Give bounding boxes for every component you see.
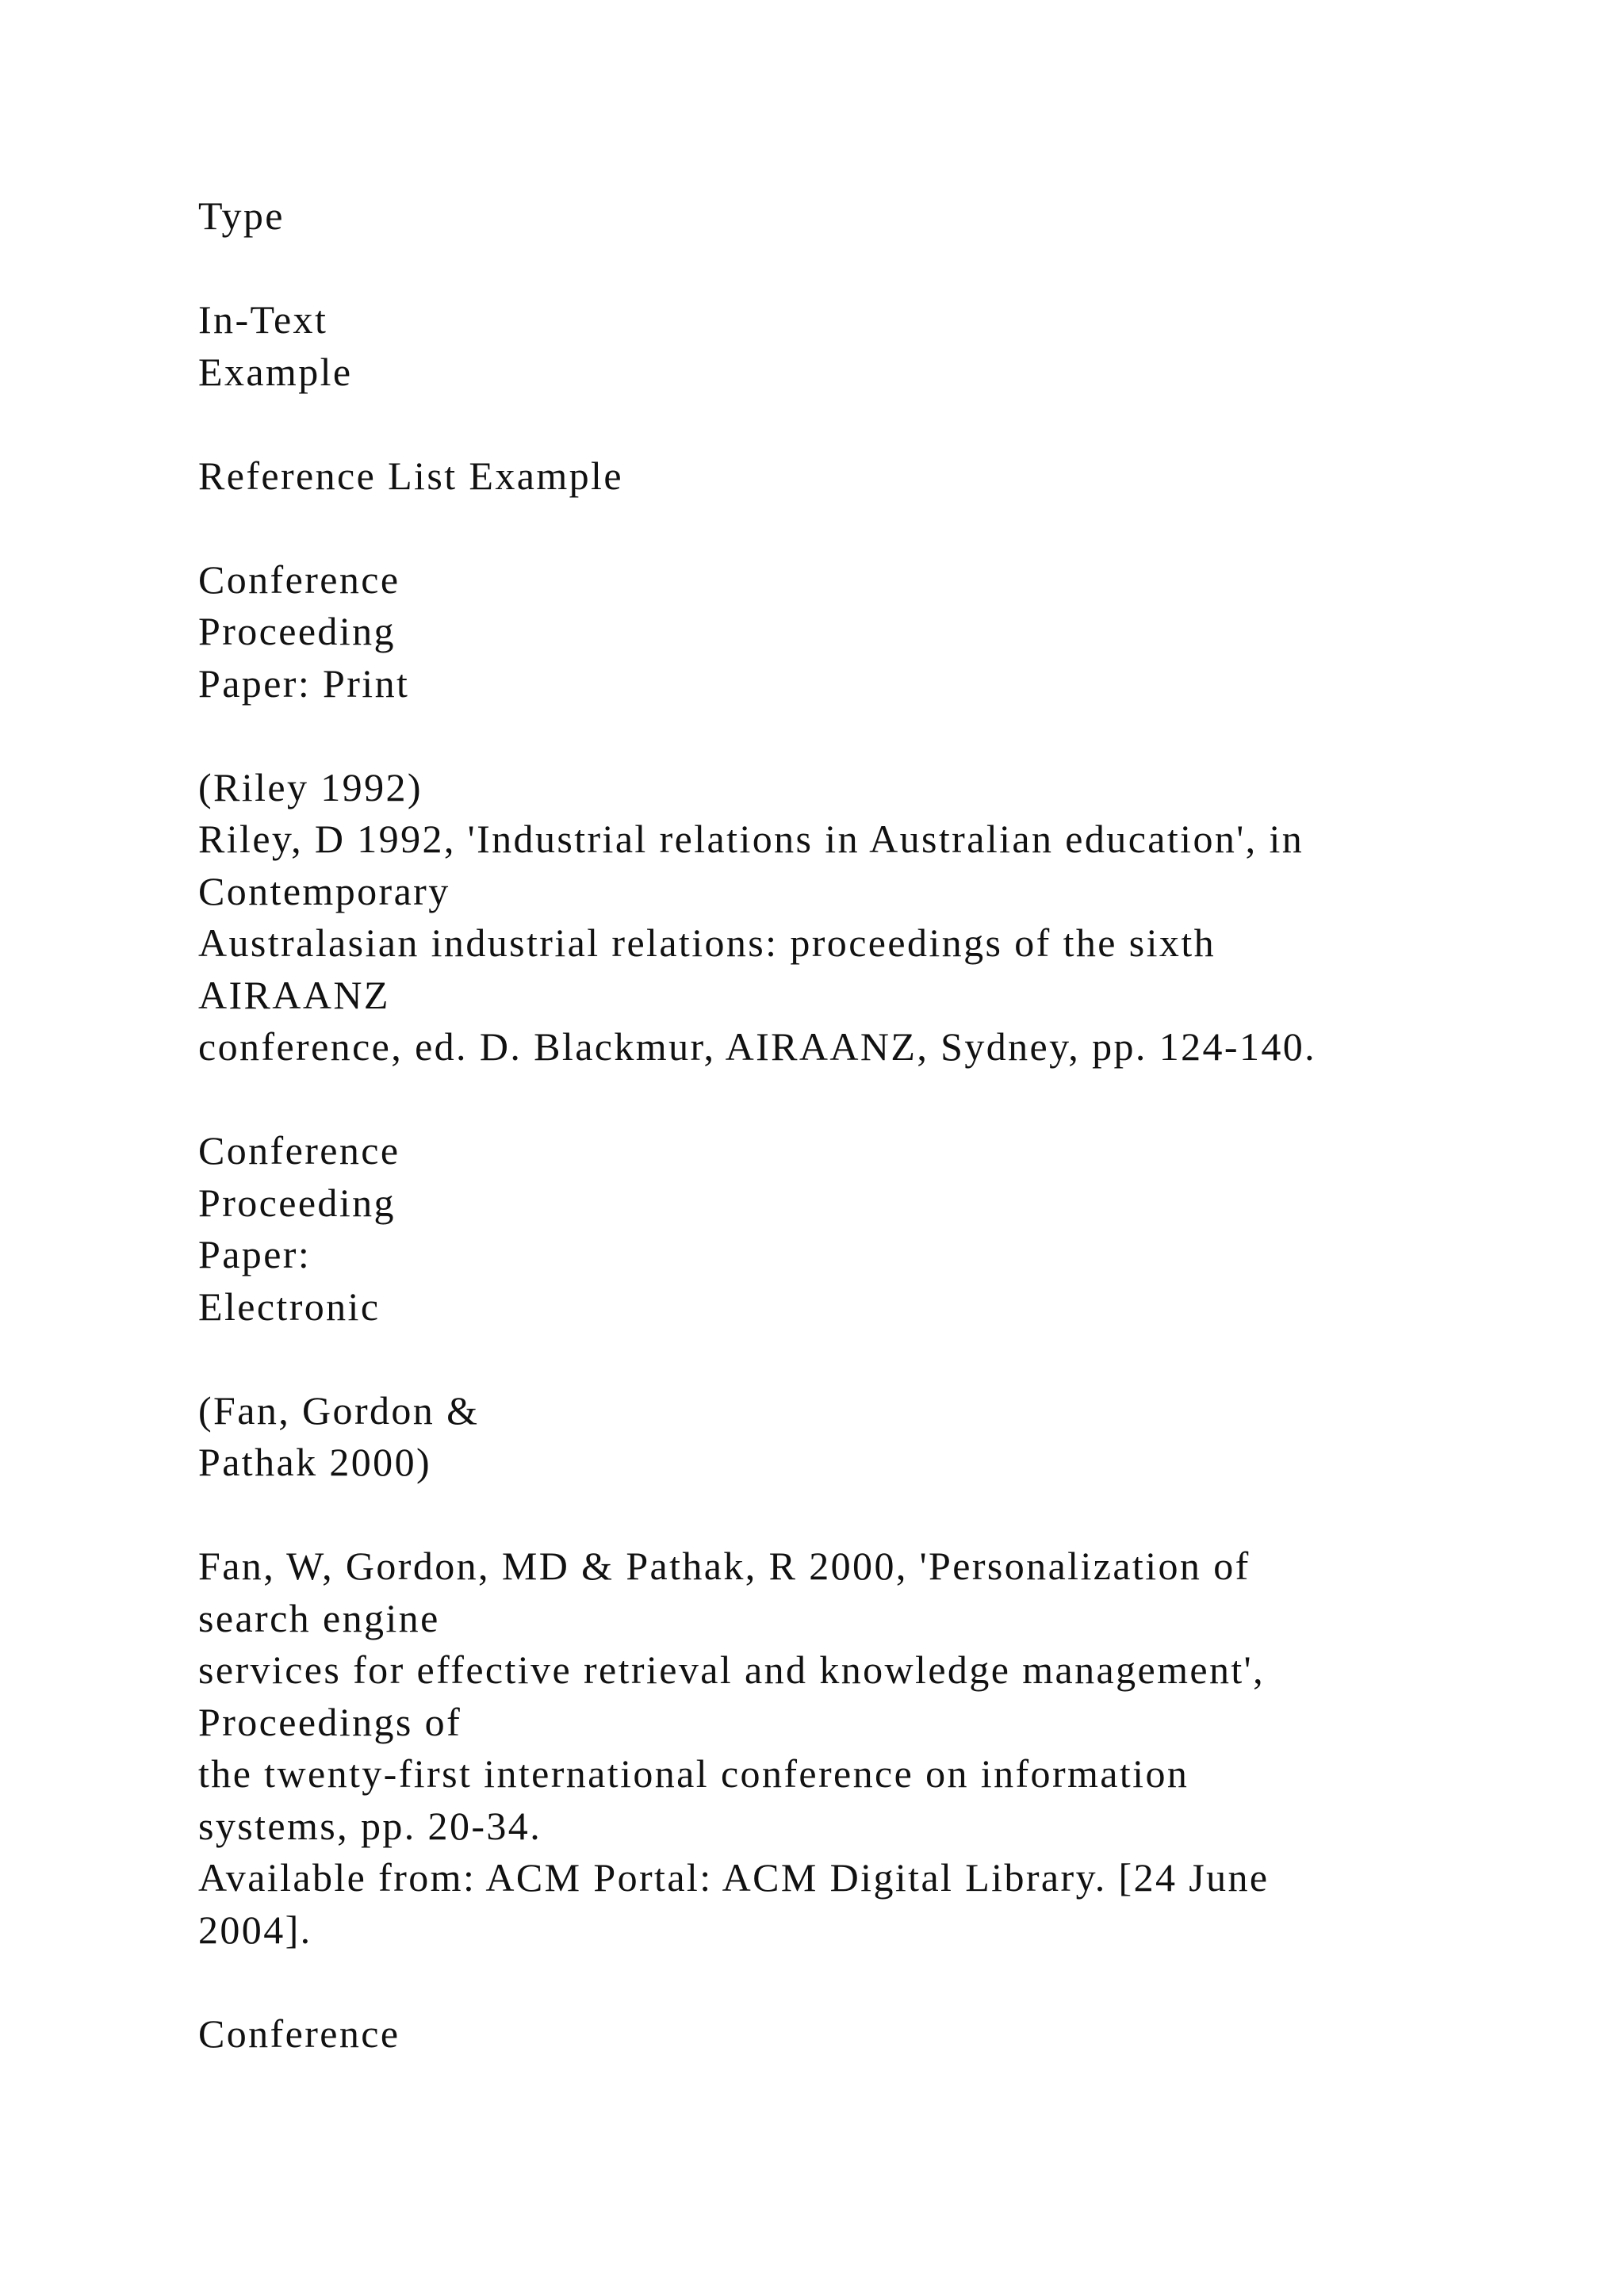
spacer bbox=[198, 1489, 1546, 1541]
entry-2-reference-line-6: systems, pp. 20-34. bbox=[198, 1803, 542, 1848]
entry-2-reference-line-4: Proceedings of bbox=[198, 1699, 462, 1744]
entry-3-type-line-1: Conference bbox=[198, 2011, 400, 2056]
entry-2-reference-line-5: the twenty-first international conference on information bbox=[198, 1751, 1189, 1796]
entry-1-reference-line-4: AIRAANZ bbox=[198, 972, 390, 1017]
entry-2-intext-citation-line-2: Pathak 2000) bbox=[198, 1440, 432, 1484]
entry-2-reference-line-8: 2004]. bbox=[198, 1907, 312, 1952]
intext-column-heading-line-1: In-Text bbox=[198, 297, 328, 342]
entry-2-reference-line-2: search engine bbox=[198, 1595, 440, 1640]
entry-2-intext-citation-line-1: (Fan, Gordon & bbox=[198, 1387, 480, 1433]
intext-column-heading-line-2: Example bbox=[198, 349, 353, 394]
entry-2-type-line-4: Electronic bbox=[198, 1284, 381, 1329]
entry-2-type-line-3: Paper: bbox=[198, 1232, 312, 1276]
spacer bbox=[198, 502, 1546, 554]
entry-2-reference-line-3: services for effective retrieval and knowledge management', bbox=[198, 1647, 1265, 1692]
entry-2-reference-line-1: Fan, W, Gordon, MD & Pathak, R 2000, 'Personalization of bbox=[198, 1544, 1251, 1588]
entry-1-reference-line-3: Australasian industrial relations: proceedings of the sixth bbox=[198, 920, 1216, 965]
entry-1-reference-line-1: Riley, D 1992, 'Industrial relations in Australian education', in bbox=[198, 817, 1304, 861]
spacer bbox=[198, 1333, 1546, 1385]
document-body bbox=[198, 190, 1546, 2060]
entry-1-type-line-3: Paper: Print bbox=[198, 660, 410, 706]
spacer bbox=[198, 710, 1546, 762]
spacer bbox=[198, 243, 1546, 295]
entry-2-type-line-2: Proceeding bbox=[198, 1180, 396, 1225]
spacer bbox=[198, 1073, 1546, 1126]
spacer bbox=[198, 1956, 1546, 2008]
entry-1-type-line-2: Proceeding bbox=[198, 609, 396, 653]
entry-1-reference-line-5: conference, ed. D. Blackmur, AIRAANZ, Sydney, pp. 124-140. bbox=[198, 1024, 1317, 1069]
spacer bbox=[198, 398, 1546, 450]
entry-1-reference-line-2: Contemporary bbox=[198, 868, 450, 913]
entry-2-reference-line-7: Available from: ACM Portal: ACM Digital Library. [24 June bbox=[198, 1855, 1270, 1900]
entry-2-type-line-1: Conference bbox=[198, 1128, 400, 1173]
entry-1-type-line-1: Conference bbox=[198, 557, 400, 602]
reference-column-heading: Reference List Example bbox=[198, 453, 623, 498]
type-column-heading: Type bbox=[198, 193, 285, 238]
entry-1-intext-citation: (Riley 1992) bbox=[198, 764, 423, 809]
